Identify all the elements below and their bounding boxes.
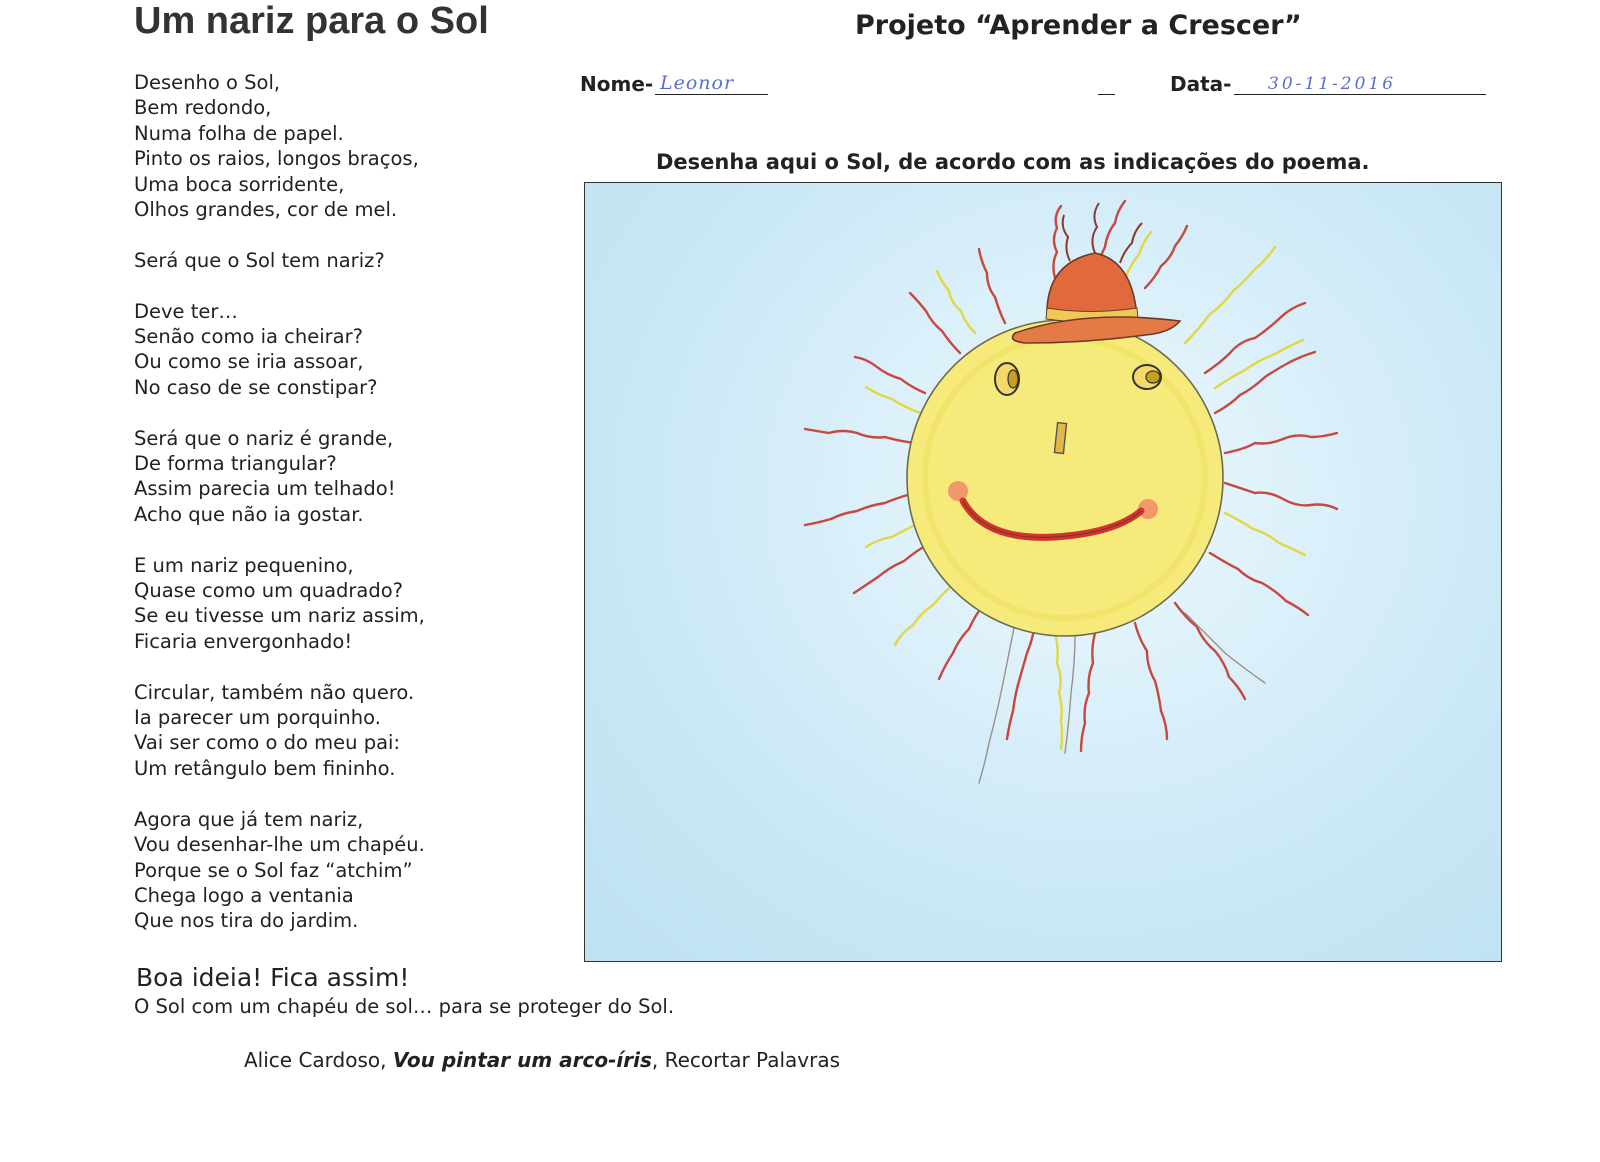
name-value[interactable]: Leonor (660, 72, 735, 94)
stanza (134, 807, 574, 934)
sun-face (907, 320, 1223, 636)
sun-ray (866, 387, 920, 413)
poem-line: Ia parecer um porquinho. (134, 706, 381, 730)
sun-ray (979, 623, 1015, 783)
poem-line: Senão como ia cheirar? (134, 325, 363, 349)
hat-brim (1013, 317, 1180, 343)
poem-line: Um retângulo bem fininho. (134, 756, 396, 780)
drawing-instruction: Desenha aqui o Sol, de acordo com as indicações do poema. (656, 150, 1370, 174)
stanza (134, 248, 574, 273)
sun-ray (895, 583, 955, 645)
sun-ray (1225, 513, 1305, 555)
sun-ray (937, 271, 975, 333)
sun-ray (1125, 232, 1151, 278)
sun-ray (1185, 247, 1275, 343)
poem-line: Porque se o Sol faz “atchim” (134, 858, 413, 882)
poem-closing: Boa ideia! Fica assim! (136, 963, 410, 992)
sun-ray (939, 603, 985, 679)
stanza (134, 299, 574, 401)
project-title: Projeto “Aprender a Crescer” (855, 10, 1302, 41)
sun-drawing (585, 183, 1501, 961)
credit-author: Alice Cardoso, (244, 1048, 393, 1072)
credit (244, 1048, 840, 1072)
date-label: Data- (1170, 72, 1232, 96)
sun-ray (1081, 633, 1095, 751)
sun-ray (1225, 483, 1337, 509)
sun-ray (854, 543, 930, 593)
poem (134, 70, 574, 959)
page-title: Um nariz para o Sol (134, 0, 489, 42)
sun-ray (1175, 603, 1245, 699)
name-label: Nome- (580, 72, 654, 96)
poem-line: Olhos grandes, cor de mel. (134, 198, 398, 222)
sun-ray (1053, 206, 1061, 278)
poem-line: Deve ter… (134, 299, 238, 323)
sun-ray (1215, 352, 1315, 413)
drawing-area[interactable] (584, 182, 1502, 962)
poem-line: Vai ser como o do meu pai: (134, 731, 401, 755)
date-value[interactable]: 30-11-2016 (1268, 74, 1397, 94)
sun-disc (907, 320, 1223, 636)
stanza (134, 426, 574, 528)
poem-line: Pinto os raios, longos braços, (134, 147, 419, 171)
right-pupil (1146, 371, 1160, 383)
poem-line: E um nariz pequenino, (134, 553, 354, 577)
left-pupil (1008, 370, 1018, 388)
poem-line: Numa folha de papel. (134, 121, 344, 145)
sun-ray (1225, 433, 1337, 453)
stanza (134, 553, 574, 655)
poem-line: Que nos tira do jardim. (134, 909, 359, 933)
sun-ray (1055, 633, 1062, 749)
poem-line: Acho que não ia gostar. (134, 502, 364, 526)
poem-line: Assim parecia um telhado! (134, 477, 396, 501)
stanza (134, 680, 574, 782)
sun-ray (1065, 633, 1075, 753)
stanza (134, 70, 574, 222)
poem-line: Agora que já tem nariz, (134, 807, 364, 831)
credit-book: Vou pintar um arco-íris (392, 1048, 652, 1072)
sun-ray (979, 249, 1005, 323)
left-cheek (948, 481, 968, 501)
poem-line: Quase como um quadrado? (134, 579, 404, 603)
sun-ray (1210, 553, 1308, 615)
sun-ray (1145, 226, 1187, 288)
poem-line: Uma boca sorridente, (134, 172, 345, 196)
sun-ray (1185, 613, 1265, 683)
redaction-box (768, 68, 1098, 96)
sun-ray (866, 523, 920, 547)
credit-publisher: , Recortar Palavras (651, 1048, 841, 1072)
poem-closing-subtitle: O Sol com um chapéu de sol… para se proteger do Sol. (134, 995, 675, 1018)
poem-line: Será que o Sol tem nariz? (134, 248, 385, 272)
date-line (1234, 94, 1486, 95)
sun-ray (1135, 623, 1167, 739)
poem-line: Ficaria envergonhado! (134, 629, 353, 653)
poem-line: Ou como se iria assoar, (134, 350, 364, 374)
sun-ray (805, 429, 915, 443)
poem-line: Circular, também não quero. (134, 680, 415, 704)
poem-line: No caso de se constipar? (134, 375, 378, 399)
sun-ray (805, 493, 915, 525)
poem-line: Chega logo a ventania (134, 883, 354, 907)
poem-line: Se eu tivesse um nariz assim, (134, 604, 425, 628)
poem-line: Será que o nariz é grande, (134, 426, 394, 450)
poem-line: Bem redondo, (134, 96, 272, 120)
poem-line: Vou desenhar-lhe um chapéu. (134, 833, 425, 857)
poem-line: De forma triangular? (134, 452, 337, 476)
hat-crown (1047, 253, 1137, 318)
poem-line: Desenho o Sol, (134, 71, 281, 94)
